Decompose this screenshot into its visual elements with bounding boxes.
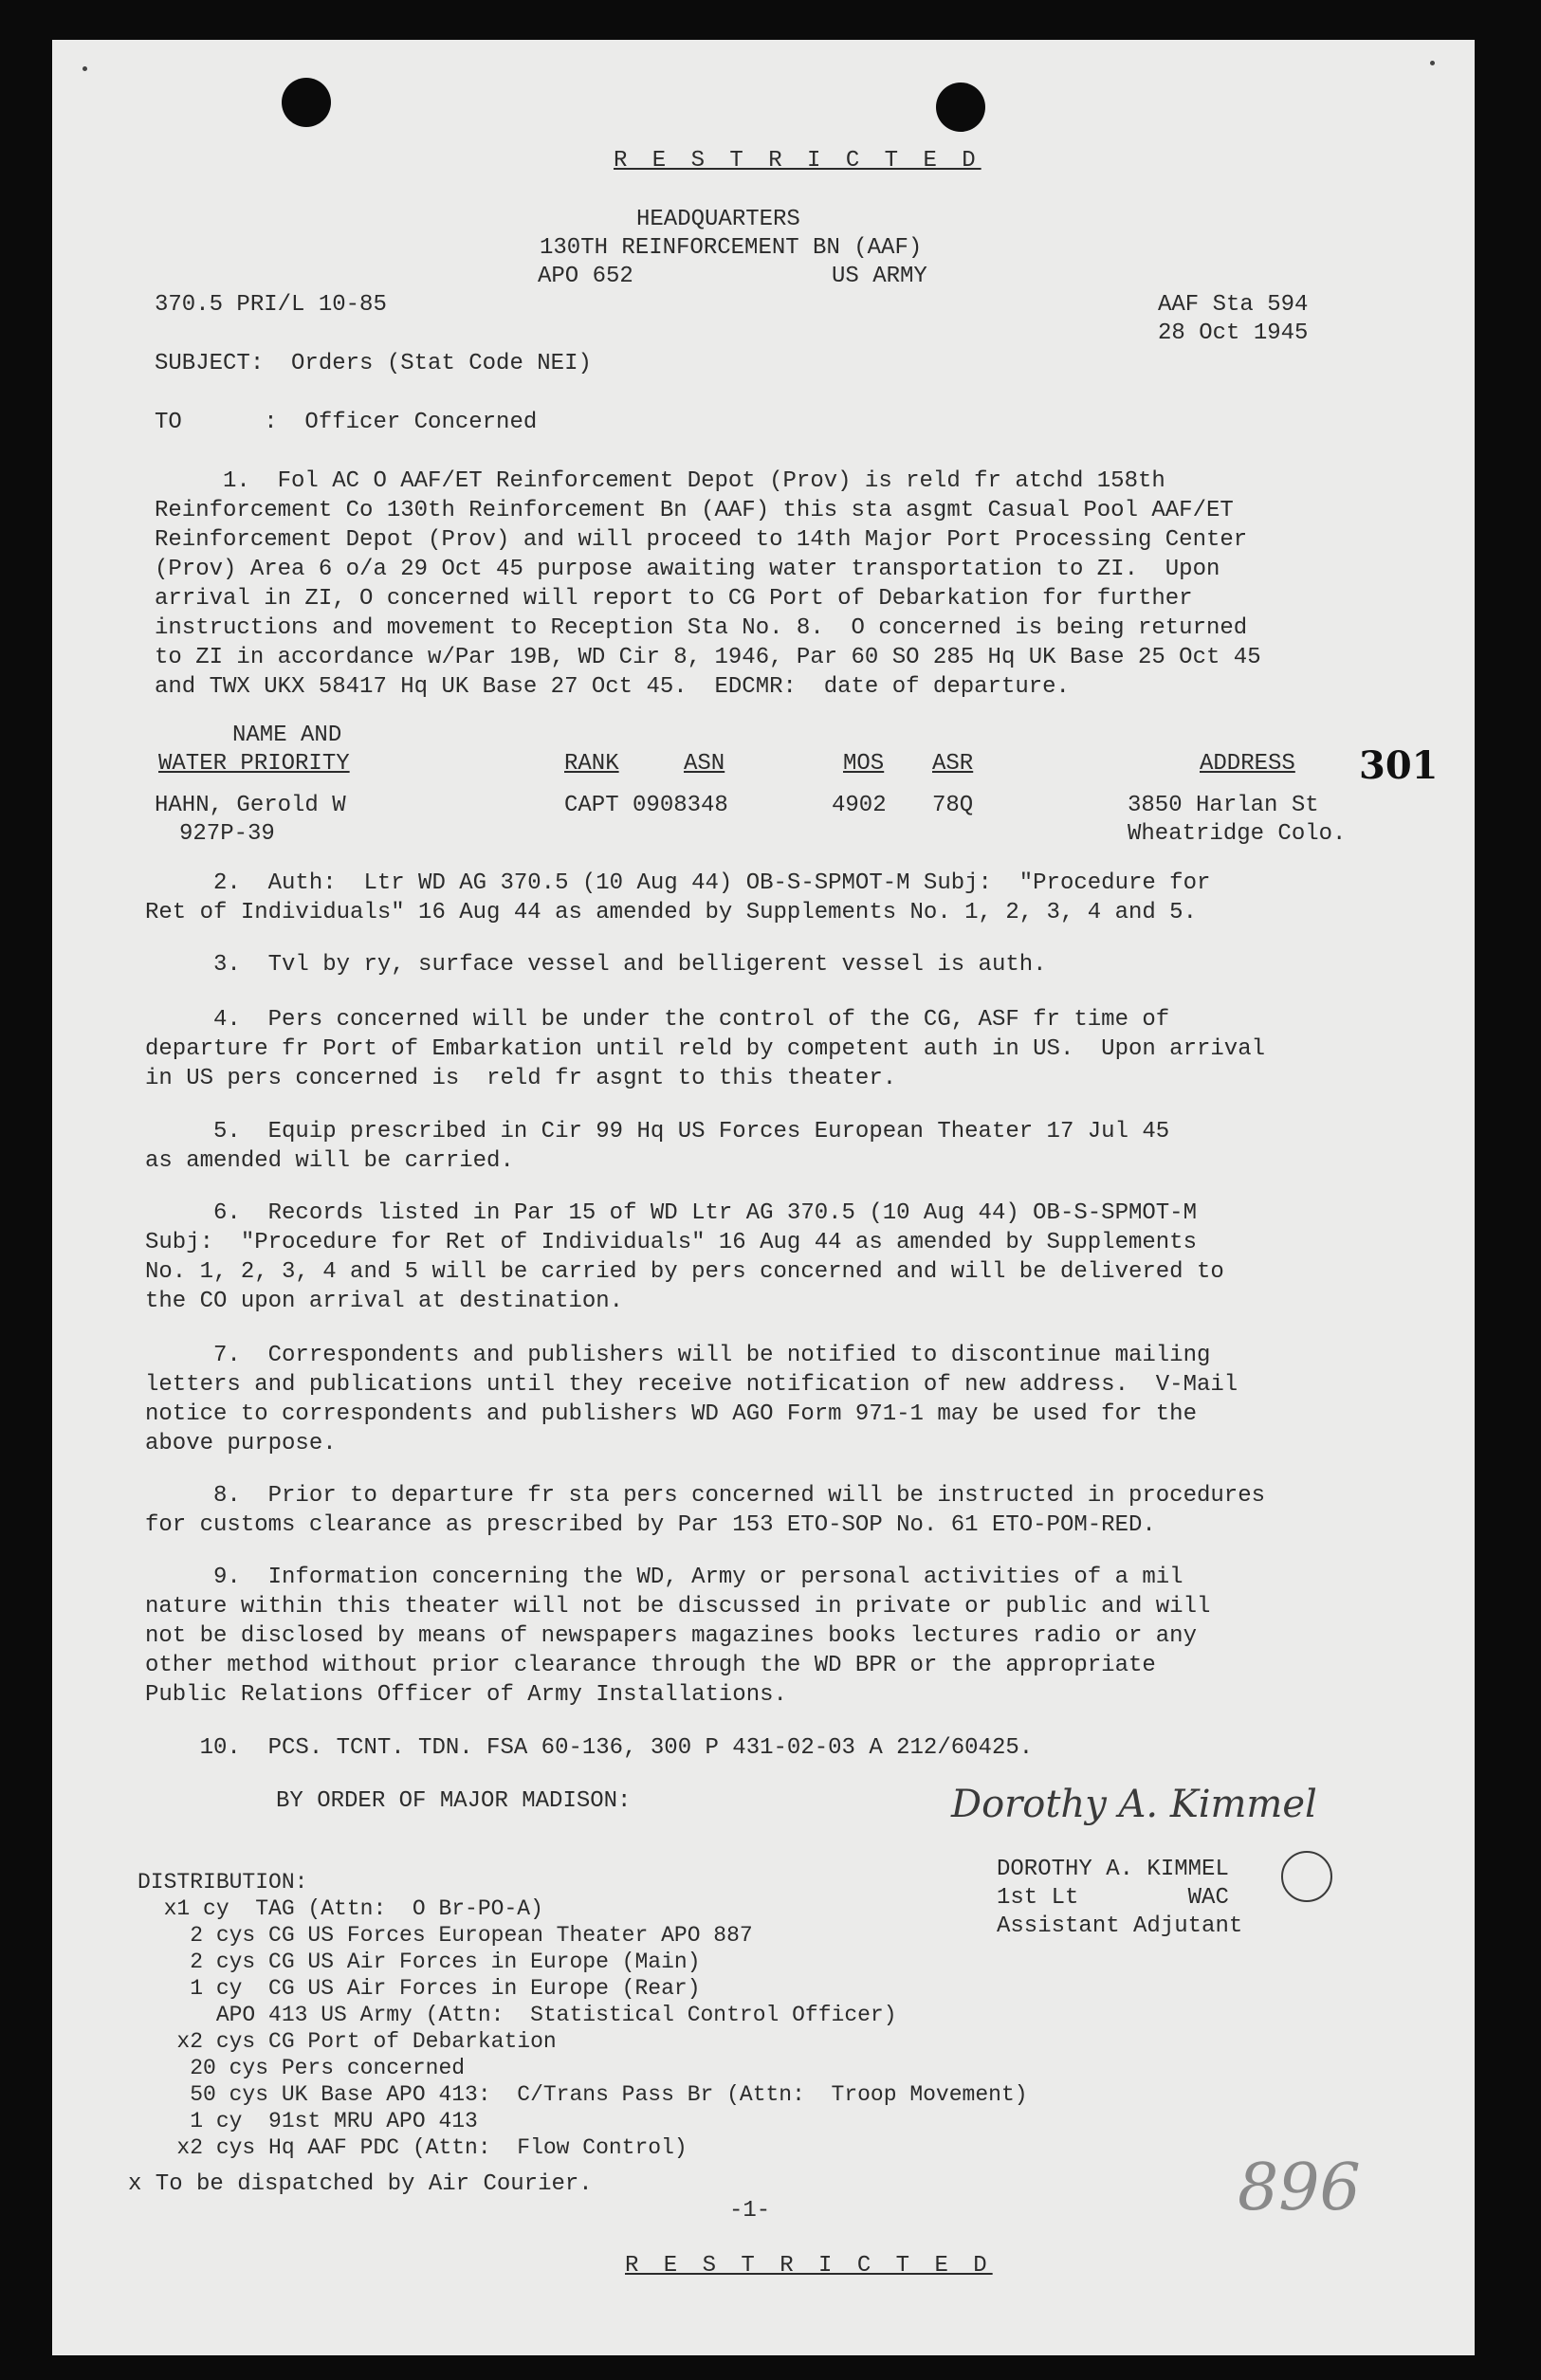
col-priority-header: WATER PRIORITY xyxy=(158,751,350,777)
subject-line: SUBJECT: Orders (Stat Code NEI) xyxy=(155,351,592,376)
col-asn-header: ASN xyxy=(684,751,725,777)
col-rank-header: RANK xyxy=(564,751,619,777)
text-line: Reinforcement Co 130th Reinforcement Bn (AAF) this sta asgmt Casual Pool AAF/ET xyxy=(155,498,1234,523)
document-page xyxy=(52,40,1475,2355)
distribution-line: 50 cys UK Base APO 413: C/Trans Pass Br (Attn: Troop Movement) xyxy=(138,2082,1028,2107)
text-line: notice to correspondents and publishers WD AGO Form 971-1 may be used for the xyxy=(145,1401,1197,1427)
text-line: Ret of Individuals" 16 Aug 44 as amended by Supplements No. 1, 2, 3, 4 and 5. xyxy=(145,900,1197,925)
text-line: Reinforcement Depot (Prov) and will proceed to 14th Major Port Processing Center xyxy=(155,527,1248,553)
punch-hole xyxy=(282,78,331,127)
headquarters-title: HEADQUARTERS xyxy=(636,207,800,232)
signer-title: Assistant Adjutant xyxy=(997,1913,1243,1939)
by-order-line: BY ORDER OF MAJOR MADISON: xyxy=(276,1788,632,1814)
text-line: 8. Prior to departure fr sta pers concerned will be instructed in procedures xyxy=(145,1483,1265,1509)
text-line: arrival in ZI, O concerned will report to CG Port of Debarkation for further xyxy=(155,586,1193,612)
col-name-header: NAME AND xyxy=(232,723,342,748)
text-line: 3. Tvl by ry, surface vessel and belligerent vessel is auth. xyxy=(145,952,1047,978)
text-line: 2. Auth: Ltr WD AG 370.5 (10 Aug 44) OB-S-SPMOT-M Subj: "Procedure for xyxy=(145,870,1211,896)
handwritten-signature: Dorothy A. Kimmel xyxy=(951,1783,1317,1826)
text-line: Subj: "Procedure for Ret of Individuals" 16 Aug 44 as amended by Supplements xyxy=(145,1230,1197,1255)
initials-circle xyxy=(1281,1851,1332,1902)
distribution-line: 2 cys CG US Forces European Theater APO 887 xyxy=(138,1923,753,1948)
text-line: for customs clearance as prescribed by Par 153 ETO-SOP No. 61 ETO-POM-RED. xyxy=(145,1512,1156,1538)
address-line-1: 3850 Harlan St xyxy=(1128,793,1319,818)
distribution-line: x1 cy TAG (Attn: O Br-PO-A) xyxy=(138,1896,543,1921)
text-line: 7. Correspondents and publishers will be notified to discontinue mailing xyxy=(145,1343,1211,1368)
col-address-header: ADDRESS xyxy=(1200,751,1295,777)
text-line: and TWX UKX 58417 Hq UK Base 27 Oct 45. EDCMR: date of departure. xyxy=(155,674,1070,700)
unit-name: 130TH REINFORCEMENT BN (AAF) xyxy=(540,235,923,261)
text-line: in US pers concerned is reld fr asgnt to this theater. xyxy=(145,1066,897,1091)
army-label: US ARMY xyxy=(832,264,927,289)
to-line: TO : Officer Concerned xyxy=(155,410,538,435)
apo-number: APO 652 xyxy=(538,264,633,289)
text-line: other method without prior clearance through the WD BPR or the appropriate xyxy=(145,1653,1156,1678)
speck xyxy=(1430,61,1435,65)
classification-footer: R E S T R I C T E D xyxy=(625,2253,993,2279)
col-asr-header: ASR xyxy=(932,751,974,777)
stamped-number: 301 xyxy=(1359,743,1439,788)
paragraph-10: 10. PCS. TCNT. TDN. FSA 60-136, 300 P 431-02-03 A 212/60425. xyxy=(145,1735,1034,1761)
text-line: to ZI in accordance w/Par 19B, WD Cir 8, 1946, Par 60 SO 285 Hq UK Base 25 Oct 45 xyxy=(155,645,1261,670)
col-mos-header: MOS xyxy=(843,751,885,777)
distribution-line: 1 cy 91st MRU APO 413 xyxy=(138,2109,478,2133)
punch-hole xyxy=(936,82,985,132)
classification-header: R E S T R I C T E D xyxy=(614,148,981,174)
text-line: above purpose. xyxy=(145,1431,337,1456)
handwritten-number: 896 xyxy=(1238,2151,1361,2225)
text-line: 1. Fol AC O AAF/ET Reinforcement Depot (Prov) is reld fr atchd 158th xyxy=(155,468,1165,494)
distribution-line: x2 cys Hq AAF PDC (Attn: Flow Control) xyxy=(138,2135,688,2160)
text-line: as amended will be carried. xyxy=(145,1148,514,1174)
station-name: AAF Sta 594 xyxy=(1158,292,1309,318)
address-line-2: Wheatridge Colo. xyxy=(1128,821,1347,847)
rank-asn: CAPT 0908348 xyxy=(564,793,728,818)
text-line: the CO upon arrival at destination. xyxy=(145,1289,624,1314)
distribution-line: 20 cys Pers concerned xyxy=(138,2056,466,2080)
text-line: 5. Equip prescribed in Cir 99 Hq US Forces European Theater 17 Jul 45 xyxy=(145,1119,1170,1144)
text-line: No. 1, 2, 3, 4 and 5 will be carried by pers concerned and will be delivered to xyxy=(145,1259,1224,1285)
text-line: departure fr Port of Embarkation until reld by competent auth in US. Upon arrival xyxy=(145,1036,1265,1062)
page-number: -1- xyxy=(729,2198,771,2224)
text-line: 4. Pers concerned will be under the control of the CG, ASF fr time of xyxy=(145,1007,1170,1033)
officer-name: HAHN, Gerold W xyxy=(155,793,346,818)
asr-value: 78Q xyxy=(932,793,974,818)
signer-name: DOROTHY A. KIMMEL xyxy=(997,1857,1229,1882)
distribution-line: 2 cys CG US Air Forces in Europe (Main) xyxy=(138,1950,701,1974)
distribution-line: 1 cy CG US Air Forces in Europe (Rear) xyxy=(138,1976,701,2001)
distribution-line: APO 413 US Army (Attn: Statistical Control Officer) xyxy=(138,2003,897,2027)
file-number: 370.5 PRI/L 10-85 xyxy=(155,292,387,318)
text-line: (Prov) Area 6 o/a 29 Oct 45 purpose awaiting water transportation to ZI. Upon xyxy=(155,557,1220,582)
text-line: letters and publications until they receive notification of new address. V-Mail xyxy=(145,1372,1238,1398)
water-priority: 927P-39 xyxy=(179,821,275,847)
text-line: 6. Records listed in Par 15 of WD Ltr AG 370.5 (10 Aug 44) OB-S-SPMOT-M xyxy=(145,1200,1197,1226)
text-line: Public Relations Officer of Army Installations. xyxy=(145,1682,787,1708)
text-line: instructions and movement to Reception Sta No. 8. O concerned is being returned xyxy=(155,615,1248,641)
text-line: not be disclosed by means of newspapers magazines books lectures radio or any xyxy=(145,1623,1197,1649)
text-line: nature within this theater will not be discussed in private or public and will xyxy=(145,1594,1211,1620)
distribution-line: x2 cys CG Port of Debarkation xyxy=(138,2029,557,2054)
distribution-line: DISTRIBUTION: xyxy=(138,1870,308,1895)
text-line: 9. Information concerning the WD, Army or personal activities of a mil xyxy=(145,1565,1183,1590)
document-date: 28 Oct 1945 xyxy=(1158,320,1309,346)
signer-rank: 1st Lt WAC xyxy=(997,1885,1229,1911)
mos-value: 4902 xyxy=(832,793,887,818)
speck xyxy=(83,66,87,71)
courier-note: x To be dispatched by Air Courier. xyxy=(128,2171,593,2197)
